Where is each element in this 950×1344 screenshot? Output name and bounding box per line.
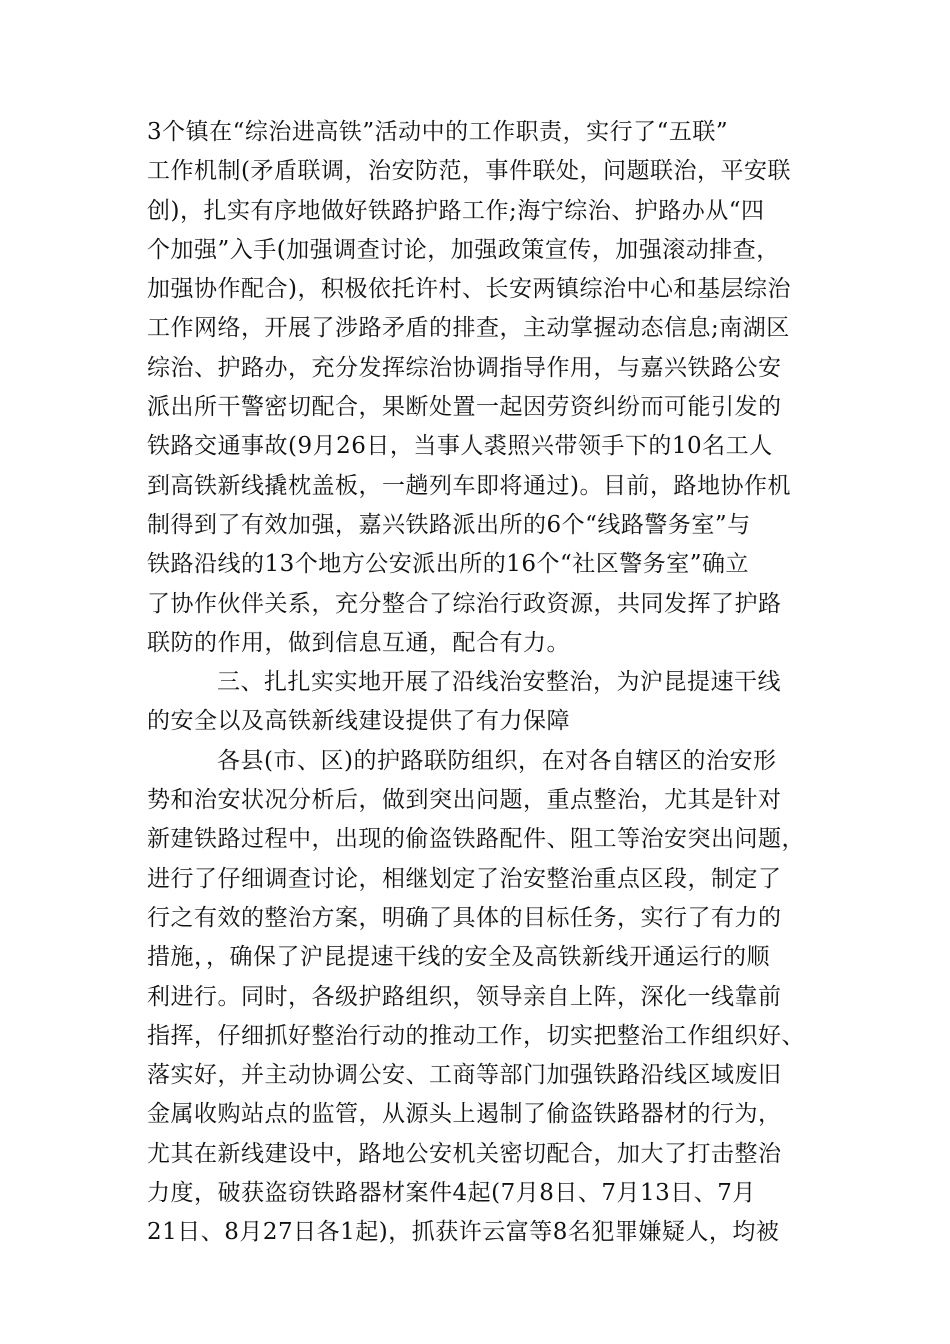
- paragraph-line: 3个镇在“综治进高铁”活动中的工作职责，实行了“五联”: [147, 119, 729, 145]
- paragraph-line: 派出所干警密切配合，果断处置一起因劳资纠纷而可能引发的: [147, 394, 782, 421]
- paragraph-line: 利进行。同时，各级护路组织，领导亲自上阵，深化一线靠前: [147, 983, 782, 1010]
- paragraph-line: 金属收购站点的监管，从源头上遏制了偷盗铁路器材的行为，: [147, 1101, 782, 1128]
- paragraph-line: 到高铁新线撬枕盖板，一趟列车即将通过)。目前，路地协作机: [147, 472, 791, 499]
- paragraph-line: 铁路沿线的13个地方公安派出所的16个“社区警务室”确立: [147, 551, 750, 578]
- section-heading-line: 三、扎扎实实地开展了沿线治安整治，为沪昆提速干线: [217, 669, 781, 696]
- paragraph-line: 尤其在新线建设中，路地公安机关密切配合，加大了打击整治: [147, 1140, 782, 1167]
- paragraph-line: 制得到了有效加强，嘉兴铁路派出所的6个“线路警务室”与: [147, 511, 751, 538]
- paragraph-line: 落实好，并主动协调公安、工商等部门加强铁路沿线区域废旧: [147, 1062, 782, 1089]
- paragraph-line: 新建铁路过程中，出现的偷盗铁路配件、阻工等治安突出问题，: [147, 826, 805, 853]
- paragraph-line: 铁路交通事故(9月26日，当事人裘照兴带领手下的10名工人: [147, 433, 773, 460]
- paragraph-line: 个加强”入手(加强调查讨论，加强政策宣传，加强滚动排查，: [147, 236, 780, 263]
- paragraph-line: 了协作伙伴关系，充分整合了综治行政资源，共同发挥了护路: [147, 590, 782, 617]
- paragraph-line: 21日、8月27日各1起)，抓获许云富等8名犯罪嫌疑人，均被: [147, 1219, 780, 1246]
- paragraph-line: 指挥，仔细抓好整治行动的推动工作，切实把整治工作组织好、: [147, 1022, 805, 1049]
- paragraph-line: 势和治安状况分析后，做到突出问题，重点整治，尤其是针对: [147, 787, 782, 814]
- paragraph-line: 各县(市、区)的护路联防组织，在对各自辖区的治安形: [217, 747, 777, 774]
- paragraph-line: 综治、护路办，充分发挥综治协调指导作用，与嘉兴铁路公安: [147, 354, 782, 381]
- document-body: [147, 113, 807, 1253]
- paragraph-line: 措施，，确保了沪昆提速干线的安全及高铁新线开通运行的顺: [147, 944, 770, 971]
- paragraph-line: 行之有效的整治方案，明确了具体的目标任务，实行了有力的: [147, 904, 782, 931]
- paragraph-line: 加强协作配合)，积极依托许村、长安两镇综治中心和基层综治: [147, 276, 791, 303]
- paragraph-line: 进行了仔细调查讨论，相继划定了治安整治重点区段，制定了: [147, 865, 782, 892]
- paragraph-line: 力度，破获盗窃铁路器材案件4起(7月8日、7月13日、7月: [147, 1180, 756, 1207]
- paragraph-line: 工作网络，开展了涉路矛盾的排查，主动掌握动态信息;南湖区: [147, 315, 790, 342]
- paragraph-line: 联防的作用，做到信息互通，配合有力。: [147, 629, 570, 656]
- section-heading-line: 的安全以及高铁新线建设提供了有力保障: [147, 708, 570, 735]
- paragraph-line: 工作机制(矛盾联调，治安防范，事件联处，问题联治，平安联: [147, 158, 791, 185]
- paragraph-line: 创)，扎实有序地做好铁路护路工作;海宁综治、护路办从“四: [147, 197, 765, 224]
